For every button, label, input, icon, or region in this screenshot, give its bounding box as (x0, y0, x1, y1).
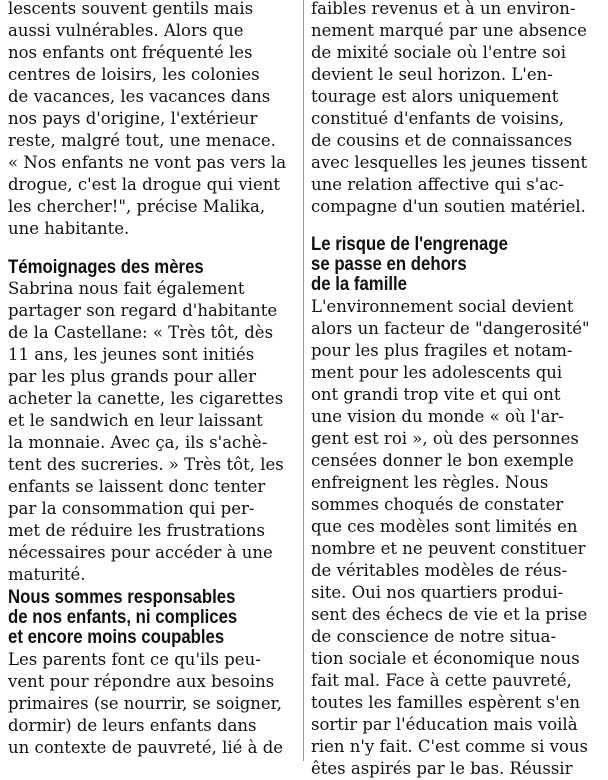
text-line: de mixité sociale où l'entre soi (311, 43, 566, 62)
text-line: site. Oui nos quartiers produi- (311, 583, 564, 602)
heading-line: et encore moins coupables (8, 626, 225, 648)
text-line: toutes les familles espèrent s'en (311, 693, 581, 712)
text-line: nombre et ne peuvent constituer (311, 539, 586, 558)
text-line: pour les plus fragiles et notam- (311, 341, 573, 360)
text-line: les chercher!", précise Malika, (8, 197, 266, 216)
text-line: L'environnement social devient (311, 297, 574, 316)
text-line: tent des sucreries. » Très tôt, les (8, 455, 284, 474)
text-line: Sabrina nous fait également (8, 279, 245, 298)
text-line: nécessaires pour accéder à une (8, 543, 273, 562)
text-line: primaires (se nourrir, se soigner, (8, 694, 282, 713)
text-line: la monnaie. Avec ça, ils s'achè- (8, 433, 268, 452)
text-line: de la Castellane: « Très tôt, dès (8, 323, 274, 342)
text-line: de véritables modèles de réus- (311, 561, 568, 580)
text-line: reste, malgré tout, une menace. (8, 131, 276, 150)
text-line: nos pays d'origine, l'extérieur (8, 109, 258, 128)
text-line: drogue, c'est la drogue qui vient (8, 175, 280, 194)
text-line: compagne d'un soutien matériel. (311, 197, 586, 216)
text-line: par les plus grands pour aller (8, 367, 256, 386)
text-line: met de réduire les frustrations (8, 521, 266, 540)
text-line: nos enfants ont fréquenté les (8, 43, 253, 62)
section-heading-temoignages: Témoignages des mères (8, 256, 204, 278)
text-line: ment pour les adolescents qui (311, 363, 563, 382)
text-line: sommes choqués de constater (311, 495, 564, 514)
text-line: sent des échecs de vie et la prise (311, 605, 588, 624)
heading-line: Nous sommes responsables (8, 586, 236, 608)
text-line: que ces modèles sont limités en (311, 517, 578, 536)
text-line: faibles revenus et à un environ- (311, 0, 576, 18)
text-line: nement marqué par une absence (311, 21, 587, 40)
text-line: une habitante. (8, 219, 130, 238)
text-line: ont grandi trop vite et qui ont (311, 385, 561, 404)
text-line: dormir) de leurs enfants dans (8, 716, 257, 735)
text-line: partager son regard d'habitante (8, 301, 278, 320)
text-line: par la consommation qui per- (8, 499, 255, 518)
text-line: sortir par l'éducation mais voilà (311, 715, 578, 734)
text-line: centres de loisirs, les colonies (8, 65, 260, 84)
text-line: une relation affective qui s'ac- (311, 175, 564, 194)
text-line: constitué d'enfants de voisins, (311, 109, 565, 128)
text-line: fait mal. Face à cette pauvreté, (311, 671, 572, 690)
text-line: enfreignent les règles. Nous (311, 473, 549, 492)
text-line: de conscience de notre situa- (311, 627, 557, 646)
heading-line: de nos enfants, ni complices (8, 606, 238, 628)
text-line: lescents souvent gentils mais (8, 0, 254, 18)
text-line: de cousins et de connaissances (311, 131, 573, 150)
text-line: aussi vulnérables. Alors que (8, 21, 244, 40)
text-line: et le sandwich en leur laissant (8, 411, 263, 430)
column-divider (303, 0, 304, 761)
text-line: acheter la canette, les cigarettes (8, 389, 284, 408)
text-line: tourage est alors uniquement (311, 87, 559, 106)
text-line: une vision du monde « où l'ar- (311, 407, 564, 426)
text-line: de vacances, les vacances dans (8, 87, 271, 106)
text-line: gent est roi », où des personnes (311, 429, 579, 448)
text-line: vent pour répondre aux besoins (8, 672, 275, 691)
text-line: rien n'y fait. C'est comme si vous (311, 737, 588, 756)
text-line: tion sociale et économique nous (311, 649, 580, 668)
text-line: enfants se laissent donc tenter (8, 477, 266, 496)
text-line: 11 ans, les jeunes sont initiés (8, 345, 255, 364)
text-line: alors un facteur de "dangerosité" (311, 319, 590, 338)
text-line: « Nos enfants ne vont pas vers la (8, 153, 287, 172)
text-line: êtes aspirés par le bas. Réussir (311, 759, 573, 778)
text-line: Les parents font ce qu'ils peu- (8, 650, 261, 669)
heading-line: se passe en dehors (311, 253, 467, 275)
text-line: un contexte de pauvreté, lié à de (8, 738, 284, 757)
heading-line: de la famille (311, 273, 408, 295)
text-line: censées donner le bon exemple (311, 451, 574, 470)
text-line: maturité. (8, 565, 86, 584)
heading-line: Le risque de l'engrenage (311, 233, 508, 255)
text-line: devient le seul horizon. L'en- (311, 65, 553, 84)
text-line: avec lesquelles les jeunes tissent (311, 153, 588, 172)
